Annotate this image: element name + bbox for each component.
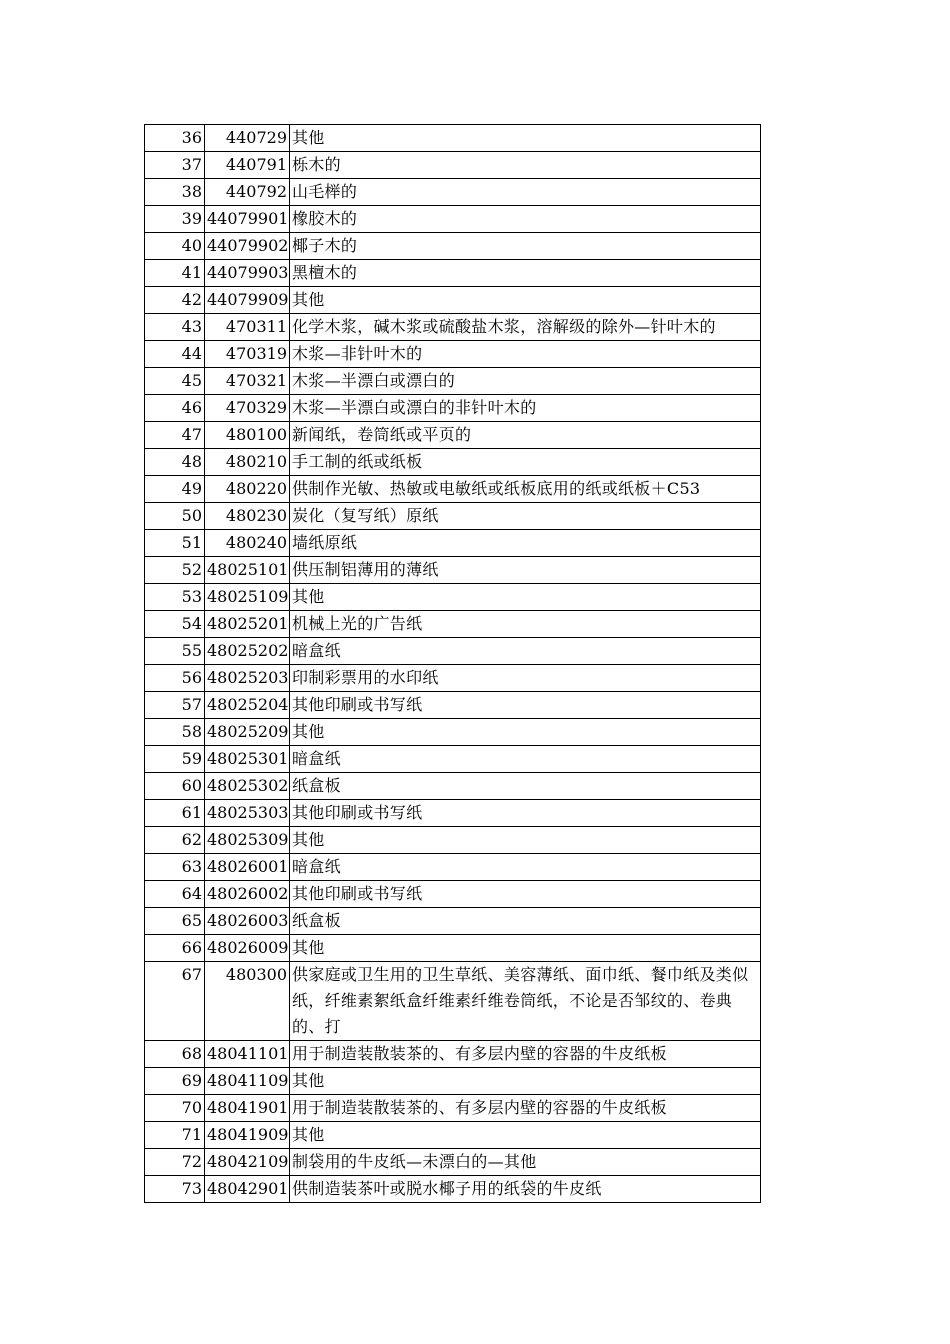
item-description: 炭化（复写纸）原纸 [290,503,761,530]
table-row [145,746,761,773]
table-row [145,881,761,908]
item-description: 其他 [290,719,761,746]
tariff-code: 44079902 [205,233,290,260]
item-description: 椰子木的 [290,233,761,260]
item-description: 其他 [290,827,761,854]
table-row [145,1068,761,1095]
tariff-code: 48025101 [205,557,290,584]
row-number: 38 [145,179,205,206]
table-row [145,530,761,557]
table-row [145,638,761,665]
table-row [145,179,761,206]
row-number: 37 [145,152,205,179]
row-number: 59 [145,746,205,773]
table-row [145,1176,761,1203]
row-number: 58 [145,719,205,746]
table-row [145,800,761,827]
tariff-code: 48025203 [205,665,290,692]
item-description: 供压制铝薄用的薄纸 [290,557,761,584]
row-number: 65 [145,908,205,935]
row-number: 51 [145,530,205,557]
table-row [145,1095,761,1122]
item-description: 暗盒纸 [290,746,761,773]
row-number: 36 [145,125,205,152]
tariff-code: 48042109 [205,1149,290,1176]
table-row [145,395,761,422]
item-description: 其他 [290,1122,761,1149]
tariff-code: 470329 [205,395,290,422]
row-number: 68 [145,1041,205,1068]
row-number: 46 [145,395,205,422]
item-description: 其他印刷或书写纸 [290,692,761,719]
tariff-code: 470311 [205,314,290,341]
table-row [145,368,761,395]
table-row [145,449,761,476]
item-description: 山毛榉的 [290,179,761,206]
row-number: 52 [145,557,205,584]
table-row [145,827,761,854]
item-description: 墙纸原纸 [290,530,761,557]
table-row [145,773,761,800]
tariff-code: 480300 [205,962,290,1041]
item-description: 木浆—非针叶木的 [290,341,761,368]
row-number: 47 [145,422,205,449]
table-row [145,476,761,503]
item-description: 其他印刷或书写纸 [290,800,761,827]
item-description: 供家庭或卫生用的卫生草纸、美容薄纸、面巾纸、餐巾纸及类似纸，纤维素絮纸盒纤维素纤维卷筒纸，不论是否邹纹的、卷典的、打 [290,962,761,1041]
row-number: 49 [145,476,205,503]
row-number: 60 [145,773,205,800]
row-number: 39 [145,206,205,233]
tariff-code: 480220 [205,476,290,503]
item-description: 手工制的纸或纸板 [290,449,761,476]
table-row [145,1149,761,1176]
tariff-code: 48025201 [205,611,290,638]
tariff-code: 470321 [205,368,290,395]
table-row [145,341,761,368]
row-number: 70 [145,1095,205,1122]
item-description: 暗盒纸 [290,638,761,665]
tariff-code: 480230 [205,503,290,530]
item-description: 其他 [290,935,761,962]
table-row [145,206,761,233]
row-number: 45 [145,368,205,395]
item-description: 化学木浆，碱木浆或硫酸盐木浆，溶解级的除外—针叶木的 [290,314,761,341]
table-row [145,611,761,638]
table-row [145,962,761,1041]
row-number: 66 [145,935,205,962]
tariff-code: 440792 [205,179,290,206]
item-description: 其他印刷或书写纸 [290,881,761,908]
table-row [145,287,761,314]
row-number: 61 [145,800,205,827]
row-number: 50 [145,503,205,530]
row-number: 57 [145,692,205,719]
item-description: 橡胶木的 [290,206,761,233]
table-row [145,1041,761,1068]
item-description: 机械上光的广告纸 [290,611,761,638]
tariff-code: 470319 [205,341,290,368]
item-description: 纸盒板 [290,773,761,800]
table-body [145,125,761,1203]
item-description: 新闻纸，卷筒纸或平页的 [290,422,761,449]
table-row [145,1122,761,1149]
row-number: 53 [145,584,205,611]
tariff-code: 440791 [205,152,290,179]
row-number: 73 [145,1176,205,1203]
row-number: 42 [145,287,205,314]
tariff-code: 48041109 [205,1068,290,1095]
item-description: 其他 [290,1068,761,1095]
tariff-code: 44079909 [205,287,290,314]
item-description: 制袋用的牛皮纸—未漂白的—其他 [290,1149,761,1176]
tariff-code: 48041901 [205,1095,290,1122]
table-row [145,935,761,962]
row-number: 48 [145,449,205,476]
item-description: 黑檀木的 [290,260,761,287]
row-number: 64 [145,881,205,908]
tariff-code: 48025302 [205,773,290,800]
item-description: 其他 [290,584,761,611]
item-description: 用于制造装散装茶的、有多层内壁的容器的牛皮纸板 [290,1041,761,1068]
table-row [145,233,761,260]
table-row [145,719,761,746]
tariff-code: 48026002 [205,881,290,908]
tariff-table [144,124,761,1203]
item-description: 供制造装茶叶或脱水椰子用的纸袋的牛皮纸 [290,1176,761,1203]
tariff-code: 480240 [205,530,290,557]
tariff-code: 48041101 [205,1041,290,1068]
tariff-code: 48025204 [205,692,290,719]
tariff-code: 48026003 [205,908,290,935]
table-row [145,314,761,341]
item-description: 纸盒板 [290,908,761,935]
item-description: 木浆—半漂白或漂白的 [290,368,761,395]
tariff-code: 48025209 [205,719,290,746]
table-row [145,908,761,935]
tariff-code: 440729 [205,125,290,152]
item-description: 其他 [290,125,761,152]
item-description: 供制作光敏、热敏或电敏纸或纸板底用的纸或纸板＋C53 [290,476,761,503]
tariff-code: 480210 [205,449,290,476]
item-description: 印制彩票用的水印纸 [290,665,761,692]
table-row [145,260,761,287]
row-number: 67 [145,962,205,1041]
item-description: 栎木的 [290,152,761,179]
item-description: 用于制造装散装茶的、有多层内壁的容器的牛皮纸板 [290,1095,761,1122]
table-row [145,152,761,179]
row-number: 63 [145,854,205,881]
table-row [145,422,761,449]
tariff-code: 48026009 [205,935,290,962]
table-row [145,125,761,152]
row-number: 71 [145,1122,205,1149]
table-row [145,854,761,881]
row-number: 41 [145,260,205,287]
row-number: 54 [145,611,205,638]
tariff-code: 48042901 [205,1176,290,1203]
tariff-code: 48025109 [205,584,290,611]
tariff-code: 44079901 [205,206,290,233]
tariff-code: 48025301 [205,746,290,773]
row-number: 55 [145,638,205,665]
row-number: 69 [145,1068,205,1095]
table-row [145,584,761,611]
tariff-code: 44079903 [205,260,290,287]
tariff-code: 48025202 [205,638,290,665]
item-description: 木浆—半漂白或漂白的非针叶木的 [290,395,761,422]
tariff-code: 48026001 [205,854,290,881]
row-number: 43 [145,314,205,341]
item-description: 暗盒纸 [290,854,761,881]
row-number: 72 [145,1149,205,1176]
row-number: 40 [145,233,205,260]
tariff-code: 48025303 [205,800,290,827]
item-description: 其他 [290,287,761,314]
tariff-code: 480100 [205,422,290,449]
row-number: 44 [145,341,205,368]
table-row [145,503,761,530]
table-row [145,665,761,692]
row-number: 56 [145,665,205,692]
table-row [145,692,761,719]
tariff-code: 48041909 [205,1122,290,1149]
tariff-code: 48025309 [205,827,290,854]
table-row [145,557,761,584]
row-number: 62 [145,827,205,854]
